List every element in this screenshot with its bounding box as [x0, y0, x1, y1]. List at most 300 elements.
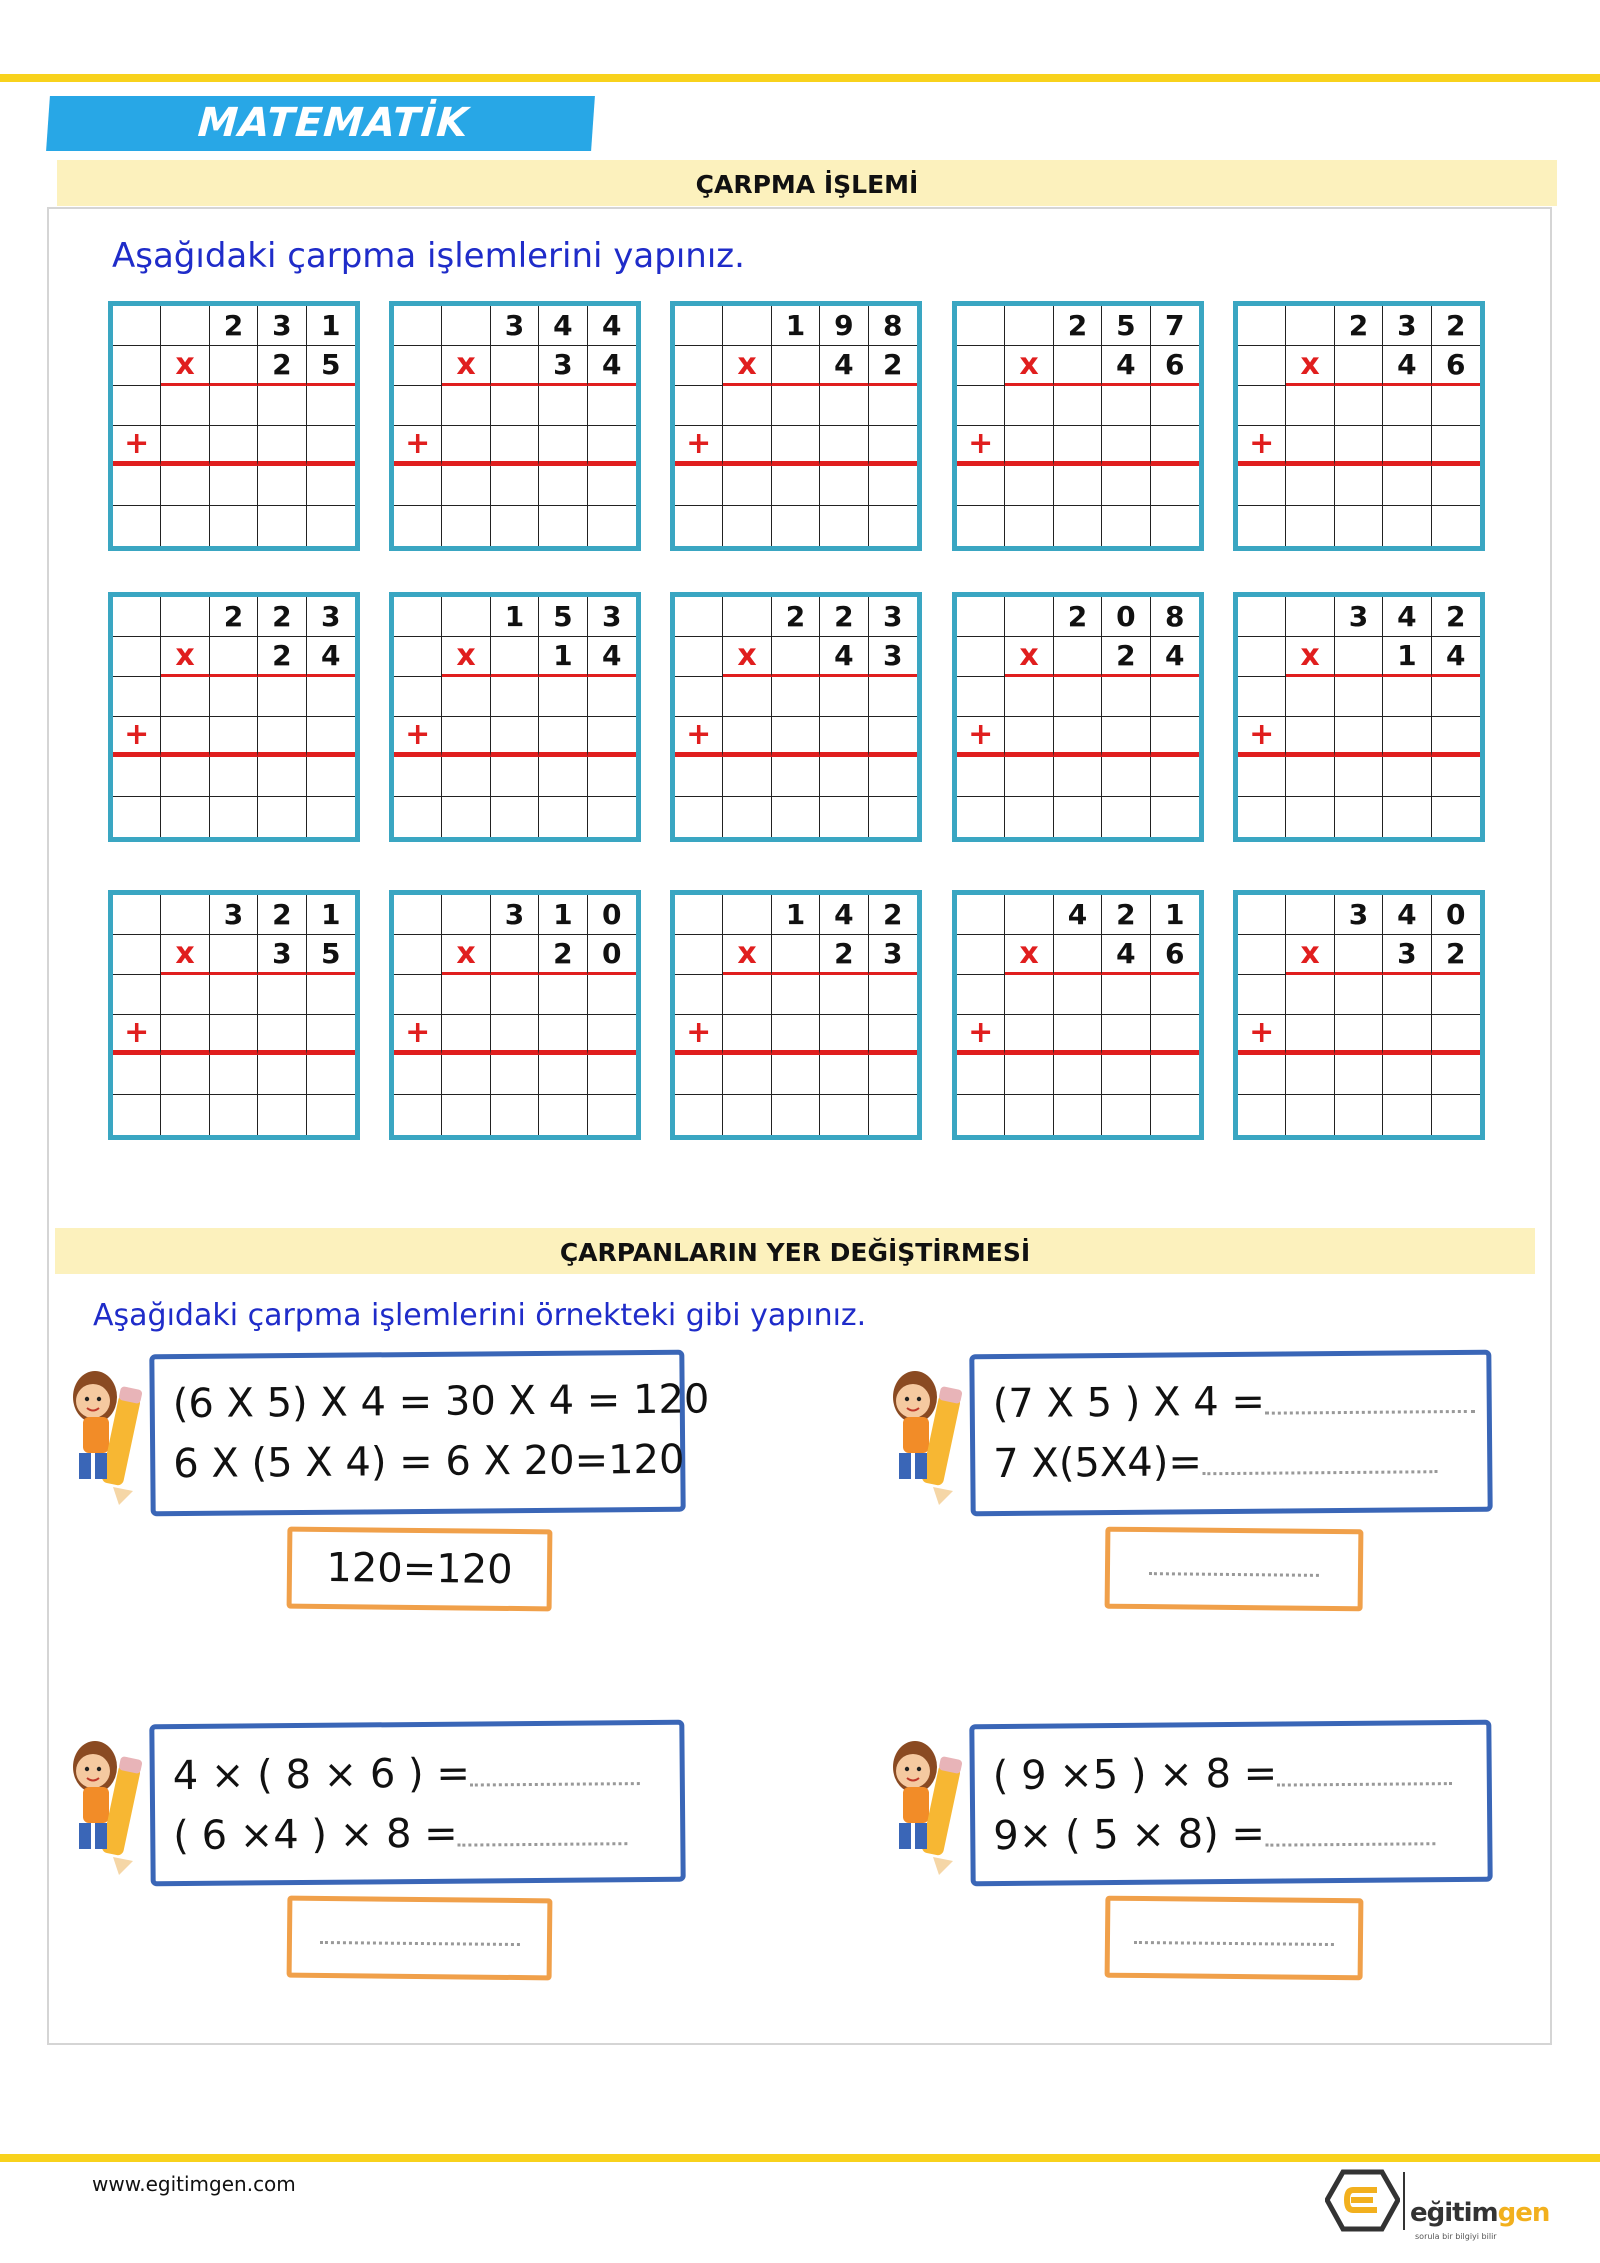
grid-cell[interactable]	[307, 386, 355, 426]
grid-cell[interactable]	[1432, 677, 1480, 717]
grid-cell[interactable]	[723, 506, 771, 546]
grid-cell[interactable]	[1054, 975, 1102, 1015]
grid-cell[interactable]	[113, 466, 161, 506]
grid-cell[interactable]	[1335, 975, 1383, 1015]
grid-cell[interactable]	[1238, 935, 1286, 975]
grid-cell[interactable]	[723, 386, 771, 426]
grid-cell[interactable]	[161, 506, 209, 546]
grid-cell[interactable]	[1238, 506, 1286, 546]
grid-cell[interactable]	[394, 506, 442, 546]
grid-cell[interactable]	[1432, 797, 1480, 837]
grid-cell[interactable]	[1286, 306, 1334, 346]
grid-cell[interactable]	[675, 306, 723, 346]
grid-cell[interactable]	[442, 306, 490, 346]
grid-cell[interactable]	[1005, 895, 1053, 935]
grid-cell[interactable]	[210, 717, 258, 757]
grid-cell[interactable]	[1286, 895, 1334, 935]
grid-cell[interactable]	[210, 1055, 258, 1095]
grid-cell[interactable]	[820, 797, 868, 837]
grid-cell[interactable]	[539, 717, 587, 757]
grid-cell[interactable]	[161, 797, 209, 837]
grid-cell[interactable]	[1238, 975, 1286, 1015]
grid-cell[interactable]	[723, 1095, 771, 1135]
grid-cell[interactable]	[161, 757, 209, 797]
grid-cell[interactable]	[491, 506, 539, 546]
grid-cell[interactable]	[491, 1015, 539, 1055]
grid-cell[interactable]	[675, 797, 723, 837]
grid-cell[interactable]	[675, 506, 723, 546]
grid-cell[interactable]	[1102, 426, 1150, 466]
grid-cell[interactable]	[394, 677, 442, 717]
grid-cell[interactable]	[307, 975, 355, 1015]
grid-cell[interactable]	[1432, 1095, 1480, 1135]
grid-cell[interactable]	[869, 757, 917, 797]
grid-cell[interactable]	[491, 346, 539, 386]
grid-cell[interactable]	[161, 306, 209, 346]
grid-cell[interactable]	[1238, 346, 1286, 386]
grid-cell[interactable]	[442, 677, 490, 717]
grid-cell[interactable]	[675, 677, 723, 717]
grid-cell[interactable]	[1102, 466, 1150, 506]
grid-cell[interactable]	[1432, 506, 1480, 546]
grid-cell[interactable]	[1432, 757, 1480, 797]
grid-cell[interactable]	[491, 717, 539, 757]
grid-cell[interactable]	[723, 466, 771, 506]
grid-cell[interactable]	[1054, 1095, 1102, 1135]
grid-cell[interactable]	[491, 426, 539, 466]
grid-cell[interactable]	[1383, 677, 1431, 717]
grid-cell[interactable]	[675, 1055, 723, 1095]
grid-cell[interactable]	[588, 426, 636, 466]
grid-cell[interactable]	[1238, 1055, 1286, 1095]
grid-cell[interactable]	[1005, 597, 1053, 637]
grid-cell[interactable]	[1005, 797, 1053, 837]
grid-cell[interactable]	[1005, 386, 1053, 426]
answer-blank[interactable]	[1265, 1400, 1475, 1415]
grid-cell[interactable]	[1005, 306, 1053, 346]
grid-cell[interactable]	[1335, 1095, 1383, 1135]
grid-cell[interactable]	[1383, 757, 1431, 797]
grid-cell[interactable]	[539, 677, 587, 717]
grid-cell[interactable]	[957, 1055, 1005, 1095]
grid-cell[interactable]	[258, 426, 306, 466]
grid-cell[interactable]	[1432, 717, 1480, 757]
grid-cell[interactable]	[1286, 975, 1334, 1015]
grid-cell[interactable]	[1054, 1015, 1102, 1055]
grid-cell[interactable]	[1005, 426, 1053, 466]
grid-cell[interactable]	[442, 426, 490, 466]
grid-cell[interactable]	[1238, 677, 1286, 717]
grid-cell[interactable]	[394, 895, 442, 935]
answer-blank[interactable]	[470, 1772, 640, 1786]
grid-cell[interactable]	[539, 1015, 587, 1055]
grid-cell[interactable]	[820, 1055, 868, 1095]
grid-cell[interactable]	[675, 895, 723, 935]
grid-cell[interactable]	[1432, 466, 1480, 506]
grid-cell[interactable]	[442, 717, 490, 757]
grid-cell[interactable]	[1054, 466, 1102, 506]
grid-cell[interactable]	[161, 386, 209, 426]
grid-cell[interactable]	[491, 386, 539, 426]
grid-cell[interactable]	[1054, 935, 1102, 975]
exercise3-result-box[interactable]	[287, 1896, 553, 1981]
grid-cell[interactable]	[1286, 797, 1334, 837]
grid-cell[interactable]	[1102, 1055, 1150, 1095]
grid-cell[interactable]	[957, 637, 1005, 677]
grid-cell[interactable]	[1102, 506, 1150, 546]
grid-cell[interactable]	[869, 677, 917, 717]
grid-cell[interactable]	[1432, 1015, 1480, 1055]
grid-cell[interactable]	[1238, 306, 1286, 346]
grid-cell[interactable]	[588, 1055, 636, 1095]
grid-cell[interactable]	[772, 1015, 820, 1055]
grid-cell[interactable]	[957, 1095, 1005, 1135]
answer-blank[interactable]	[458, 1832, 628, 1846]
grid-cell[interactable]	[307, 1095, 355, 1135]
grid-cell[interactable]	[1054, 717, 1102, 757]
grid-cell[interactable]	[1383, 426, 1431, 466]
grid-cell[interactable]	[957, 935, 1005, 975]
grid-cell[interactable]	[1286, 1015, 1334, 1055]
grid-cell[interactable]	[1383, 797, 1431, 837]
grid-cell[interactable]	[1151, 797, 1199, 837]
grid-cell[interactable]	[957, 386, 1005, 426]
grid-cell[interactable]	[957, 677, 1005, 717]
grid-cell[interactable]	[957, 975, 1005, 1015]
grid-cell[interactable]	[491, 797, 539, 837]
grid-cell[interactable]	[772, 717, 820, 757]
grid-cell[interactable]	[675, 1095, 723, 1135]
grid-cell[interactable]	[394, 935, 442, 975]
grid-cell[interactable]	[258, 506, 306, 546]
grid-cell[interactable]	[442, 895, 490, 935]
grid-cell[interactable]	[1335, 426, 1383, 466]
grid-cell[interactable]	[113, 637, 161, 677]
grid-cell[interactable]	[1102, 386, 1150, 426]
grid-cell[interactable]	[675, 975, 723, 1015]
grid-cell[interactable]	[772, 797, 820, 837]
grid-cell[interactable]	[491, 677, 539, 717]
grid-cell[interactable]	[1054, 1055, 1102, 1095]
grid-cell[interactable]	[588, 677, 636, 717]
grid-cell[interactable]	[1432, 386, 1480, 426]
grid-cell[interactable]	[957, 797, 1005, 837]
grid-cell[interactable]	[1383, 506, 1431, 546]
grid-cell[interactable]	[258, 677, 306, 717]
grid-cell[interactable]	[113, 895, 161, 935]
grid-cell[interactable]	[539, 1055, 587, 1095]
grid-cell[interactable]	[113, 1055, 161, 1095]
grid-cell[interactable]	[1335, 757, 1383, 797]
grid-cell[interactable]	[820, 677, 868, 717]
grid-cell[interactable]	[1238, 895, 1286, 935]
grid-cell[interactable]	[723, 426, 771, 466]
grid-cell[interactable]	[1335, 677, 1383, 717]
grid-cell[interactable]	[723, 757, 771, 797]
grid-cell[interactable]	[723, 1055, 771, 1095]
grid-cell[interactable]	[675, 346, 723, 386]
grid-cell[interactable]	[1102, 1095, 1150, 1135]
grid-cell[interactable]	[210, 346, 258, 386]
grid-cell[interactable]	[1151, 1015, 1199, 1055]
grid-cell[interactable]	[210, 1095, 258, 1135]
grid-cell[interactable]	[588, 386, 636, 426]
grid-cell[interactable]	[258, 1095, 306, 1135]
grid-cell[interactable]	[161, 1095, 209, 1135]
grid-cell[interactable]	[442, 1015, 490, 1055]
exercise2-result-box[interactable]	[1105, 1527, 1364, 1612]
grid-cell[interactable]	[258, 466, 306, 506]
grid-cell[interactable]	[869, 386, 917, 426]
grid-cell[interactable]	[1054, 637, 1102, 677]
grid-cell[interactable]	[869, 797, 917, 837]
grid-cell[interactable]	[394, 466, 442, 506]
grid-cell[interactable]	[161, 717, 209, 757]
grid-cell[interactable]	[957, 895, 1005, 935]
grid-cell[interactable]	[1335, 506, 1383, 546]
grid-cell[interactable]	[957, 506, 1005, 546]
grid-cell[interactable]	[210, 1015, 258, 1055]
grid-cell[interactable]	[210, 426, 258, 466]
grid-cell[interactable]	[1432, 1055, 1480, 1095]
grid-cell[interactable]	[675, 935, 723, 975]
grid-cell[interactable]	[307, 677, 355, 717]
grid-cell[interactable]	[258, 717, 306, 757]
grid-cell[interactable]	[307, 797, 355, 837]
grid-cell[interactable]	[1286, 466, 1334, 506]
grid-cell[interactable]	[820, 506, 868, 546]
grid-cell[interactable]	[113, 935, 161, 975]
grid-cell[interactable]	[1054, 426, 1102, 466]
grid-cell[interactable]	[1238, 637, 1286, 677]
grid-cell[interactable]	[1102, 797, 1150, 837]
grid-cell[interactable]	[442, 975, 490, 1015]
grid-cell[interactable]	[210, 975, 258, 1015]
grid-cell[interactable]	[772, 426, 820, 466]
grid-cell[interactable]	[723, 797, 771, 837]
grid-cell[interactable]	[161, 677, 209, 717]
grid-cell[interactable]	[539, 426, 587, 466]
grid-cell[interactable]	[820, 466, 868, 506]
grid-cell[interactable]	[1054, 677, 1102, 717]
grid-cell[interactable]	[161, 466, 209, 506]
grid-cell[interactable]	[675, 757, 723, 797]
grid-cell[interactable]	[539, 757, 587, 797]
grid-cell[interactable]	[394, 637, 442, 677]
grid-cell[interactable]	[820, 757, 868, 797]
grid-cell[interactable]	[820, 426, 868, 466]
grid-cell[interactable]	[723, 717, 771, 757]
grid-cell[interactable]	[442, 1055, 490, 1095]
grid-cell[interactable]	[394, 1095, 442, 1135]
grid-cell[interactable]	[772, 506, 820, 546]
grid-cell[interactable]	[1335, 346, 1383, 386]
grid-cell[interactable]	[820, 717, 868, 757]
grid-cell[interactable]	[1383, 386, 1431, 426]
grid-cell[interactable]	[1102, 975, 1150, 1015]
grid-cell[interactable]	[820, 1095, 868, 1135]
grid-cell[interactable]	[723, 895, 771, 935]
grid-cell[interactable]	[1238, 386, 1286, 426]
grid-cell[interactable]	[161, 426, 209, 466]
grid-cell[interactable]	[588, 797, 636, 837]
grid-cell[interactable]	[1005, 466, 1053, 506]
grid-cell[interactable]	[1005, 717, 1053, 757]
grid-cell[interactable]	[772, 975, 820, 1015]
grid-cell[interactable]	[539, 386, 587, 426]
grid-cell[interactable]	[210, 677, 258, 717]
grid-cell[interactable]	[307, 506, 355, 546]
grid-cell[interactable]	[772, 386, 820, 426]
grid-cell[interactable]	[957, 597, 1005, 637]
grid-cell[interactable]	[1005, 757, 1053, 797]
grid-cell[interactable]	[869, 506, 917, 546]
grid-cell[interactable]	[161, 895, 209, 935]
grid-cell[interactable]	[957, 346, 1005, 386]
grid-cell[interactable]	[307, 717, 355, 757]
grid-cell[interactable]	[491, 637, 539, 677]
grid-cell[interactable]	[539, 797, 587, 837]
grid-cell[interactable]	[491, 975, 539, 1015]
grid-cell[interactable]	[394, 346, 442, 386]
grid-cell[interactable]	[588, 466, 636, 506]
grid-cell[interactable]	[442, 386, 490, 426]
grid-cell[interactable]	[394, 975, 442, 1015]
grid-cell[interactable]	[258, 797, 306, 837]
grid-cell[interactable]	[1383, 717, 1431, 757]
grid-cell[interactable]	[210, 466, 258, 506]
grid-cell[interactable]	[1005, 677, 1053, 717]
grid-cell[interactable]	[1102, 677, 1150, 717]
grid-cell[interactable]	[1102, 717, 1150, 757]
grid-cell[interactable]	[113, 757, 161, 797]
grid-cell[interactable]	[1238, 757, 1286, 797]
grid-cell[interactable]	[1005, 1015, 1053, 1055]
grid-cell[interactable]	[113, 975, 161, 1015]
grid-cell[interactable]	[442, 797, 490, 837]
grid-cell[interactable]	[675, 386, 723, 426]
grid-cell[interactable]	[675, 597, 723, 637]
grid-cell[interactable]	[1335, 386, 1383, 426]
grid-cell[interactable]	[723, 306, 771, 346]
grid-cell[interactable]	[772, 346, 820, 386]
answer-blank[interactable]	[1202, 1460, 1437, 1475]
grid-cell[interactable]	[1335, 717, 1383, 757]
grid-cell[interactable]	[1054, 757, 1102, 797]
grid-cell[interactable]	[258, 386, 306, 426]
grid-cell[interactable]	[869, 1055, 917, 1095]
exercise4-result-box[interactable]	[1105, 1896, 1364, 1981]
grid-cell[interactable]	[258, 1015, 306, 1055]
grid-cell[interactable]	[161, 597, 209, 637]
grid-cell[interactable]	[1383, 1055, 1431, 1095]
grid-cell[interactable]	[210, 757, 258, 797]
grid-cell[interactable]	[539, 1095, 587, 1135]
grid-cell[interactable]	[1054, 797, 1102, 837]
grid-cell[interactable]	[723, 1015, 771, 1055]
grid-cell[interactable]	[1383, 466, 1431, 506]
grid-cell[interactable]	[491, 757, 539, 797]
grid-cell[interactable]	[113, 386, 161, 426]
grid-cell[interactable]	[869, 975, 917, 1015]
grid-cell[interactable]	[1054, 346, 1102, 386]
grid-cell[interactable]	[1151, 975, 1199, 1015]
grid-cell[interactable]	[539, 506, 587, 546]
grid-cell[interactable]	[394, 797, 442, 837]
grid-cell[interactable]	[442, 506, 490, 546]
grid-cell[interactable]	[1286, 757, 1334, 797]
grid-cell[interactable]	[258, 1055, 306, 1095]
grid-cell[interactable]	[1151, 717, 1199, 757]
grid-cell[interactable]	[772, 1055, 820, 1095]
grid-cell[interactable]	[1151, 677, 1199, 717]
grid-cell[interactable]	[820, 1015, 868, 1055]
grid-cell[interactable]	[957, 466, 1005, 506]
grid-cell[interactable]	[869, 466, 917, 506]
grid-cell[interactable]	[1432, 426, 1480, 466]
grid-cell[interactable]	[1005, 1055, 1053, 1095]
grid-cell[interactable]	[588, 506, 636, 546]
grid-cell[interactable]	[1238, 466, 1286, 506]
grid-cell[interactable]	[1151, 1055, 1199, 1095]
result-blank[interactable]	[1134, 1930, 1334, 1945]
answer-blank[interactable]	[1265, 1832, 1435, 1846]
grid-cell[interactable]	[210, 506, 258, 546]
grid-cell[interactable]	[1286, 677, 1334, 717]
grid-cell[interactable]	[1005, 1095, 1053, 1135]
grid-cell[interactable]	[1286, 717, 1334, 757]
grid-cell[interactable]	[258, 757, 306, 797]
grid-cell[interactable]	[1383, 1015, 1431, 1055]
grid-cell[interactable]	[1335, 1055, 1383, 1095]
grid-cell[interactable]	[820, 386, 868, 426]
grid-cell[interactable]	[1286, 1055, 1334, 1095]
grid-cell[interactable]	[772, 1095, 820, 1135]
grid-cell[interactable]	[869, 717, 917, 757]
grid-cell[interactable]	[491, 1055, 539, 1095]
grid-cell[interactable]	[210, 935, 258, 975]
grid-cell[interactable]	[772, 757, 820, 797]
grid-cell[interactable]	[1151, 506, 1199, 546]
grid-cell[interactable]	[1383, 1095, 1431, 1135]
grid-cell[interactable]	[772, 466, 820, 506]
grid-cell[interactable]	[957, 306, 1005, 346]
grid-cell[interactable]	[869, 426, 917, 466]
grid-cell[interactable]	[1151, 386, 1199, 426]
grid-cell[interactable]	[113, 506, 161, 546]
grid-cell[interactable]	[210, 386, 258, 426]
grid-cell[interactable]	[307, 1055, 355, 1095]
grid-cell[interactable]	[1335, 797, 1383, 837]
grid-cell[interactable]	[1335, 1015, 1383, 1055]
grid-cell[interactable]	[210, 637, 258, 677]
grid-cell[interactable]	[1102, 757, 1150, 797]
grid-cell[interactable]	[1054, 506, 1102, 546]
grid-cell[interactable]	[1432, 975, 1480, 1015]
grid-cell[interactable]	[161, 1015, 209, 1055]
grid-cell[interactable]	[1286, 426, 1334, 466]
grid-cell[interactable]	[258, 975, 306, 1015]
grid-cell[interactable]	[394, 757, 442, 797]
grid-cell[interactable]	[957, 757, 1005, 797]
grid-cell[interactable]	[442, 466, 490, 506]
grid-cell[interactable]	[113, 306, 161, 346]
grid-cell[interactable]	[307, 1015, 355, 1055]
result-blank[interactable]	[319, 1930, 519, 1945]
grid-cell[interactable]	[772, 637, 820, 677]
grid-cell[interactable]	[491, 466, 539, 506]
grid-cell[interactable]	[588, 717, 636, 757]
